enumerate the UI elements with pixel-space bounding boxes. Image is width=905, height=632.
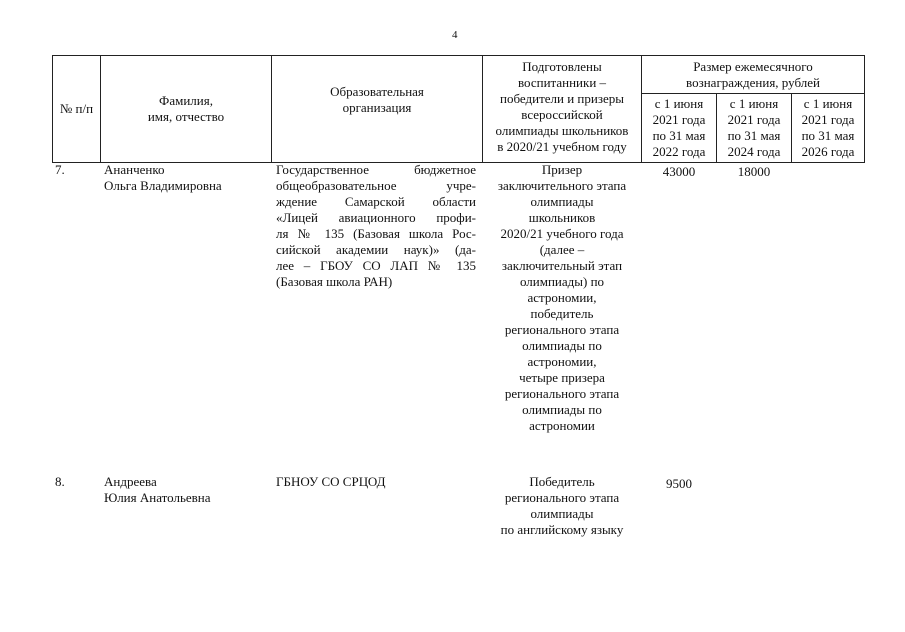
person-name: Андреева Юлия Анатольевна bbox=[104, 474, 211, 505]
row-number: 8. bbox=[55, 474, 65, 489]
header-reward: Размер ежемесячного вознаграждения, рублей bbox=[641, 55, 865, 94]
header-period-2022: с 1 июня 2021 года по 31 мая 2022 года bbox=[641, 93, 717, 163]
organization: ГБНОУ СО СРЦОД bbox=[276, 474, 386, 489]
row-number: 7. bbox=[55, 162, 65, 177]
organization: Государственное бюджетное общеобразовательное учре- ждение Самарской области «Лицей авиационного профи- ля № 135 (Базовая школа Рос- сийской академии наук)» (да- лее – ГБОУ СО ЛАП № 135 (Базовая школа РАН) bbox=[276, 162, 476, 289]
amount-2024: 18000 bbox=[737, 164, 771, 179]
achievement: Призер заключительного этапа олимпиады школьников 2020/21 учебного года (далее – заключительный этап олимпиады) по астрономии, победитель регионального этапа олимпиады по астрономии, четыре призера регионального этапа олимпиады по астрономии bbox=[497, 162, 627, 433]
achievement: Победитель регионального этапа олимпиады по английскому языку bbox=[500, 474, 624, 537]
header-num: № п/п bbox=[52, 55, 101, 163]
person-name: Ананченко Ольга Владимировна bbox=[104, 162, 222, 193]
page-number: 4 bbox=[452, 29, 458, 41]
amount-2022: 43000 bbox=[662, 164, 696, 179]
header-prepared: Подготовлены воспитанники – победители и призеры всероссийской олимпиады школьников в 2020/21 учебном году bbox=[482, 55, 642, 163]
amount-2022: 9500 bbox=[666, 476, 692, 491]
header-period-2026: с 1 июня 2021 года по 31 мая 2026 года bbox=[791, 93, 865, 163]
header-name: Фамилия, имя, отчество bbox=[100, 55, 272, 163]
header-organization: Образовательная организация bbox=[271, 55, 483, 163]
header-period-2024: с 1 июня 2021 года по 31 мая 2024 года bbox=[716, 93, 792, 163]
